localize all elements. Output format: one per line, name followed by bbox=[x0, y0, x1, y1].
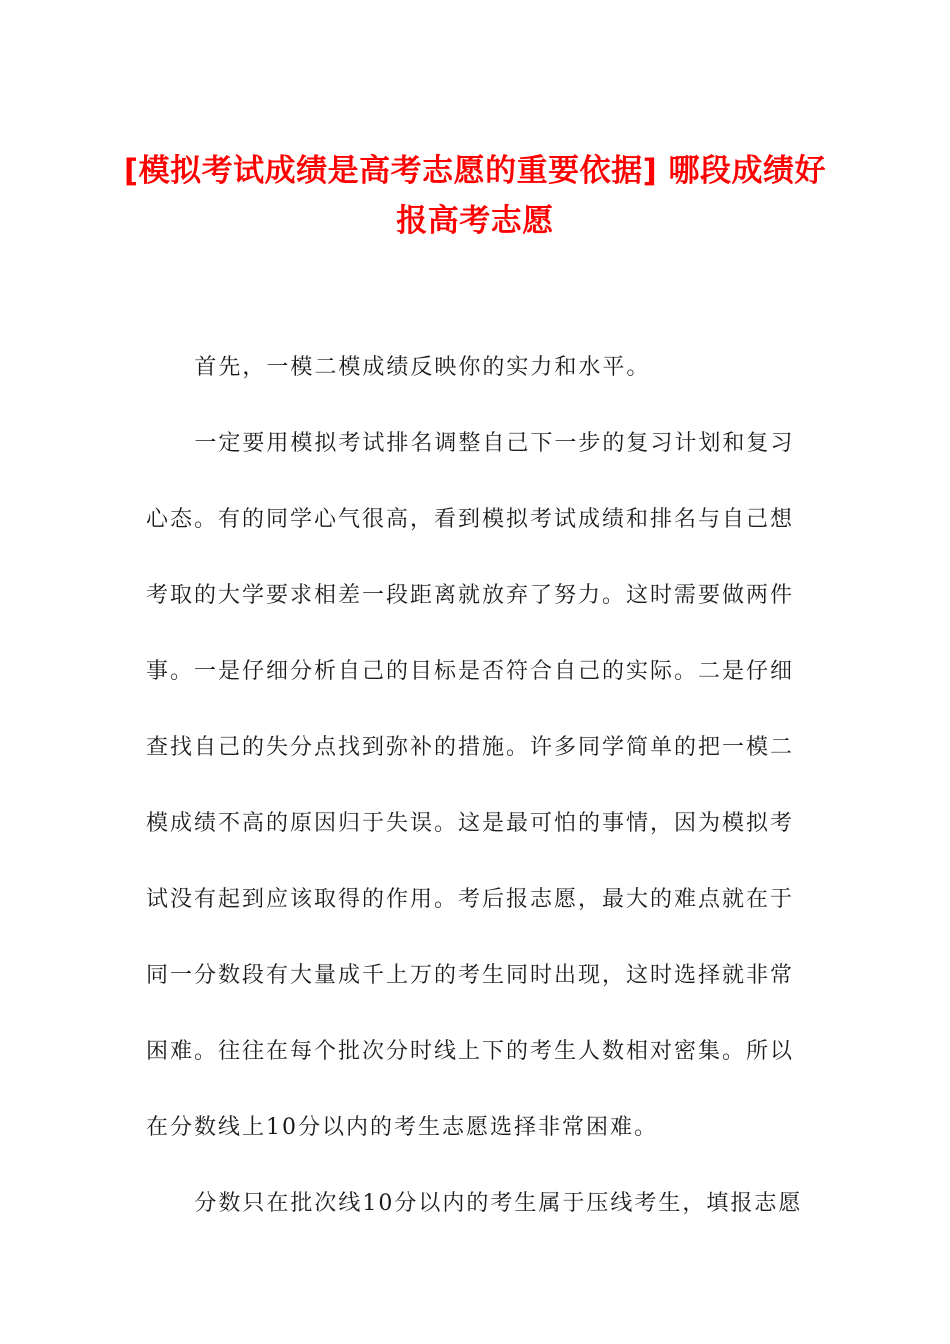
document-body bbox=[146, 330, 804, 1242]
paragraph-2: 一定要用模拟考试排名调整自己下一步的复习计划和复习心态。有的同学心气很高，看到模拟考试成绩和排名与自己想考取的大学要求相差一段距离就放弃了努力。这时需要做两件事。一是仔细分析自己的目标是否符合自己的实际。二是仔细查找自己的失分点找到弥补的措施。许多同学简单的把一模二模成绩不高的原因归于失误。这是最可怕的事情，因为模拟考试没有起到应该取得的作用。考后报志愿，最大的难点就在于同一分数段有大量成千上万的考生同时出现，这时选择就非常困难。往往在每个批次分时线上下的考生人数相对密集。所以在分数线上10分以内的考生志愿选择非常困难。 bbox=[146, 431, 795, 1140]
paragraph-1: 首先，一模二模成绩反映你的实力和水平。 bbox=[194, 355, 651, 380]
document-title: [模拟考试成绩是高考志愿的重要依据] 哪段成绩好报高考志愿 bbox=[123, 153, 827, 239]
paragraph-3: 分数只在批次线10分以内的考生属于压线考生，填报志愿 bbox=[194, 1191, 803, 1216]
